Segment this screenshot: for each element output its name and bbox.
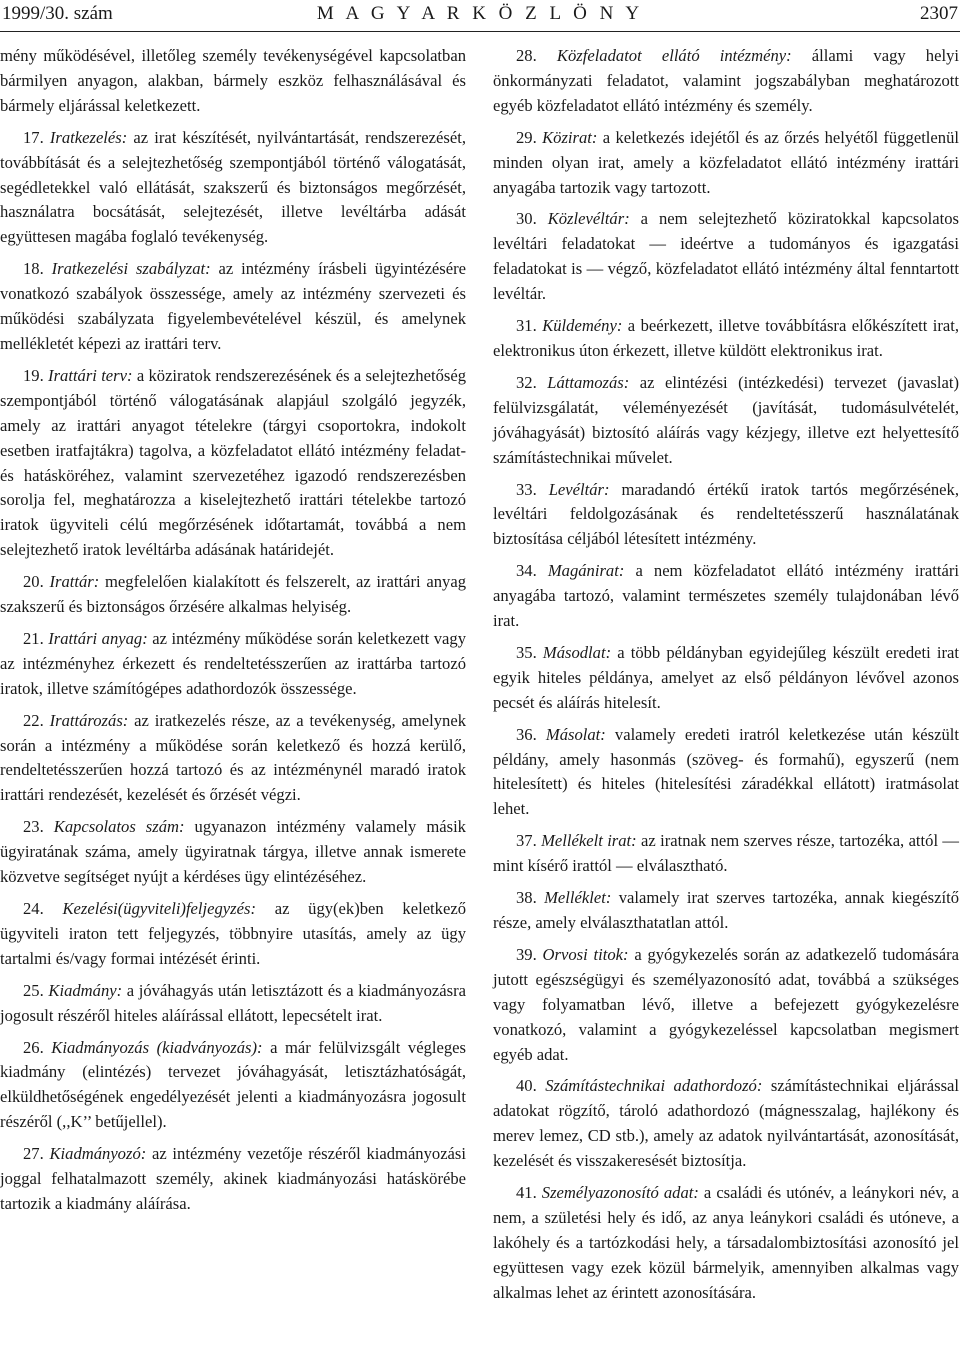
definition-paragraph (493, 641, 959, 716)
definition-number: 31. (516, 316, 537, 336)
definition-text: a keletkezés idejétől és az őrzés helyétől függetlenül minden olyan irat, amely a közfeladatot ellátó intézmény irattári anyagába tartozik vagy tartozott. (493, 127, 959, 197)
definition-number: 21. (23, 628, 44, 648)
definition-paragraph (493, 1181, 959, 1306)
definition-number: 33. (516, 479, 537, 499)
definition-term: Kiadmányozó: (49, 1144, 147, 1164)
definition-number: 36. (516, 724, 537, 744)
definition-term: Mellékelt irat: (541, 831, 637, 851)
definition-term: Láttamozás: (547, 372, 630, 392)
definition-paragraph (0, 364, 466, 563)
definition-text: állami vagy helyi önkormányzati feladatot, valamint jogszabályban meghatározott egyéb közfeladatot ellátó intézmény és személy. (493, 46, 959, 115)
definition-text: ugyanazon intézmény valamely másik ügyiratának száma, amely ügyiratnak tárgya, illetve annak ismerete közvetve segítséget nyújt a kérdéses ügy elintézéséhez. (0, 817, 466, 887)
definition-number: 35. (516, 642, 537, 662)
definition-term: Irattári terv: (48, 365, 133, 385)
definition-number: 37. (516, 831, 537, 851)
definition-number: 29. (516, 127, 537, 147)
definition-paragraph (493, 207, 959, 307)
definition-number: 26. (23, 1037, 44, 1057)
definition-text: a már felülvizsgált végleges kiadmány (elintézés) tervezet jóváhagyását, letisztázhatóságát, elküldhetőségének engedélyezését jelenti a kiadmányozásra jogosult részéről (,,K’’ betűjellel). (0, 1037, 466, 1132)
definition-text: a gyógykezelés során az adatkezelő tudomására jutott egészségügyi és személyazonosító adat, továbbá a szükséges vagy folyamatban lévő, illetve a befejezett gyógykezelésre vonatkozó, valamint a gyógykezeléssel kapcsolatban megismert egyéb adat. (493, 944, 960, 1064)
definition-paragraph (493, 314, 959, 364)
definition-number: 34. (516, 561, 537, 581)
definition-number: 25. (23, 980, 44, 1000)
definition-term: Melléklet: (544, 888, 612, 908)
definition-term: Magánirat: (547, 561, 625, 581)
page-header (0, 0, 960, 30)
definition-text: az elintézési (intézkedési) tervezet (javaslat) felülvizsgálatát, véleményezését (javítását, tudomásulvételét, jóváhagyását) biztosító aláírás vagy kézjegy, illetve ezt helyettesítő számítástechnikai művelet. (493, 372, 959, 467)
definition-text: számítástechnikai eljárással adatokat rögzítő, tároló adathordozó (mágnesszalag, hajlékony és merev lemez, CD stb.), amely az adatok nyilvántartását, azonosítását, kezelését és visszakeresését biztosítja. (493, 1076, 959, 1171)
definition-text: maradandó értékű iratok tartós megőrzésének, levéltári feldolgozásának és rendeltetésszerű használatának biztosítása céljából létesített intézmény. (493, 479, 959, 549)
definition-term: Másodlat: (542, 642, 612, 662)
definition-text: mény működésével, illetőleg személy tevékenységével kapcsolatban bármilyen anyagon, alakban, bármely eszköz felhasználásával és bármely eljárással keletkezett. (0, 46, 466, 115)
definition-paragraph (493, 559, 959, 634)
definition-text: a nem közfeladatot ellátó intézmény irattári anyagába tartozó, valamint természetes személy tulajdonában lévő irat. (493, 561, 959, 631)
left-column (0, 44, 466, 1224)
definition-text: a beérkezett, illetve továbbításra előkészített irat, elektronikus úton érkezett, illetve küldött elektronikus irat. (493, 316, 959, 360)
definition-term: Másolat: (545, 724, 606, 744)
definition-text: a nem selejtezhető köziratokkal kapcsolatos levéltári feladatokat — ideértve a tudományos és igazgatási feladatokat is — végző, közfeladatot ellátó intézmény által fenntartott levéltár. (493, 209, 959, 304)
definition-text: az iratkezelés része, az a tevékenység, amelynek során a intézmény a működése során keletkező és hozzá kerülő, rendeltetésszerűen hozzá tartozó és az intézménynél maradó iratok irattári rendezését, kezelését és őrzését végzi. (0, 710, 466, 805)
definition-paragraph (0, 44, 466, 119)
issue-number: 1999/30. szám (2, 3, 113, 24)
definition-number: 27. (23, 1144, 44, 1164)
definition-paragraph (493, 371, 959, 471)
definition-paragraph (0, 1036, 466, 1136)
definition-paragraph (0, 627, 466, 702)
definition-text: valamely irat szerves tartozéka, annak kiegészítő része, amely elválaszthatatlan attól. (493, 888, 959, 932)
definition-paragraph (0, 257, 466, 357)
definition-term: Közirat: (542, 127, 598, 147)
definition-paragraph (0, 979, 466, 1029)
definition-term: Iratkezelési szabályzat: (51, 259, 211, 279)
definition-term: Levéltár: (548, 479, 610, 499)
definition-number: 28. (516, 46, 537, 65)
publication-title: M A G Y A R K Ö Z L Ö N Y (316, 3, 644, 24)
definition-text: a több példányban egyidejűleg készült eredeti irat egyik hiteles példánya, amelyet az első példányon lévővel azonos pecsét és aláírás hitelesít. (493, 642, 959, 712)
definition-text: valamely eredeti iratról keletkezése után készült példány, amely hasonmás (szöveg- és formahű), egyszerű (nem hitelesített) és hiteles (hitelesítési záradékkal ellátott) iratmásolat lehet. (493, 724, 959, 819)
definition-number: 17. (23, 127, 44, 147)
definition-text: az iratnak nem szerves része, tartozéka, attól — mint kísérő irattól — elválasztható. (493, 831, 960, 876)
definition-text: megfelelően kialakított és felszerelt, az irattári anyag szakszerű és biztonságos őrzésére alkalmas helyiség. (0, 572, 466, 617)
definition-number: 20. (23, 572, 44, 592)
definition-term: Kiadmány: (48, 980, 123, 1000)
definition-number: 39. (516, 944, 537, 964)
definition-number: 24. (23, 899, 44, 918)
definition-term: Irattár: (49, 572, 100, 592)
definition-paragraph (493, 126, 959, 201)
definition-paragraph (493, 44, 959, 119)
definition-term: Személyazonosító adat: (541, 1183, 699, 1203)
definition-number: 38. (516, 888, 537, 908)
definition-term: Közlevéltár: (547, 209, 630, 229)
definition-text: az intézmény írásbeli ügyintézésére vonatkozó szabályok összessége, amely az intézmény szervezeti és működési szabályzata figyelembevételével készül, és amelynek mellékletét képezi az irattári terv. (0, 259, 467, 353)
definition-number: 32. (516, 372, 537, 392)
definition-number: 40. (516, 1076, 537, 1096)
definition-text: az intézmény működése során keletkezett vagy az intézményhez érkezett és rendeltetésszerűen az irattárba tartozó iratok, illetve számítógépes adathordozók összessége. (0, 628, 467, 698)
page-number: 2307 (920, 3, 958, 24)
definition-term: Számítástechnikai adathordozó: (545, 1076, 763, 1096)
definition-number: 30. (516, 209, 537, 229)
definition-number: 22. (23, 710, 44, 730)
definition-text: a köziratok rendszerezésének és a selejtezhetőség szempontjából történő válogatásának alapjául szolgáló jegyzék, amely az irattári anyagot tételekre (tárgyi csoportokra, indokolt esetben iratfajtákra) tagolva, a közfeladatot ellátó intézmény feladat- és hatásköréhez, valamint szervezetéhez igazodó rendszerezésben sorolja fel, meghatározza a kiselejtezhető irattári tételekbe tartozó iratok ügyviteli célú megőrzésének időtartamát, továbbá a nem selejtezhető iratok levéltárba adásának határidejét. (0, 365, 466, 560)
definition-paragraph (0, 126, 466, 251)
definition-paragraph (493, 478, 959, 553)
header-rule (0, 31, 960, 32)
definition-text: az ügy(ek)ben keletkező ügyviteli iraton tett feljegyzés, többnyire utasítás, amely az ügy tartalmi és/vagy formai intézését érinti. (0, 899, 466, 968)
definition-paragraph (0, 709, 466, 809)
definition-term: Orvosi titok: (542, 944, 629, 964)
definition-text: a jóváhagyás után letisztázott és a kiadmányozásra jogosult részéről hiteles aláírással ellátott, lepecsételt irat. (0, 980, 466, 1025)
definition-term: Kapcsolatos szám: (53, 817, 185, 837)
definition-term: Küldemény: (542, 316, 623, 336)
definition-paragraph (0, 570, 466, 620)
definition-number: 23. (23, 817, 44, 837)
definition-term: Kezelési(ügyviteli)feljegyzés: (62, 899, 256, 918)
definition-paragraph (0, 815, 466, 890)
definition-term: Irattározás: (49, 710, 129, 730)
definition-paragraph (493, 1074, 959, 1174)
definition-text: az irat készítését, nyilvántartását, rendszerezését, továbbítását és a selejtezhetőség szempontjából történő válogatását, segédletekkel való ellátását, szakszerű és biztonságos megőrzését, használatra bocsátását, selejtezését, illetve levéltárba adását együttesen magába foglaló tevékenység. (0, 127, 466, 247)
definition-number: 18. (23, 259, 44, 279)
definition-paragraph (0, 897, 466, 972)
definition-text: a családi és utónév, a leánykori név, a nem, a születési hely és idő, az anya leánykori családi és utóneve, a lakóhely és a tartózkodási hely, a társadalombiztosítási azonosító jel együttesen vagy ezek közül bármelyik, amennyiben alkalmas vagy alkalmas lehet az érintett azonosítására. (493, 1183, 959, 1302)
definition-number: 41. (516, 1183, 537, 1203)
definition-paragraph (493, 943, 959, 1068)
definition-term: Kiadmányozás (kiadványozás): (51, 1037, 263, 1057)
definition-term: Irattári anyag: (48, 628, 148, 648)
definition-text: az intézmény vezetője részéről kiadmányozási joggal felhatalmazott személy, akinek kiadmányozási hatáskörébe tartozik a kiadmány aláírása. (0, 1144, 466, 1213)
definition-term: Iratkezelés: (49, 127, 128, 147)
definition-paragraph (493, 886, 959, 936)
right-column (493, 44, 959, 1313)
definition-paragraph (493, 723, 959, 823)
definition-paragraph (0, 1142, 466, 1217)
definition-term: Közfeladatot ellátó intézmény: (556, 46, 792, 65)
definition-number: 19. (23, 365, 44, 385)
definition-paragraph (493, 829, 959, 879)
